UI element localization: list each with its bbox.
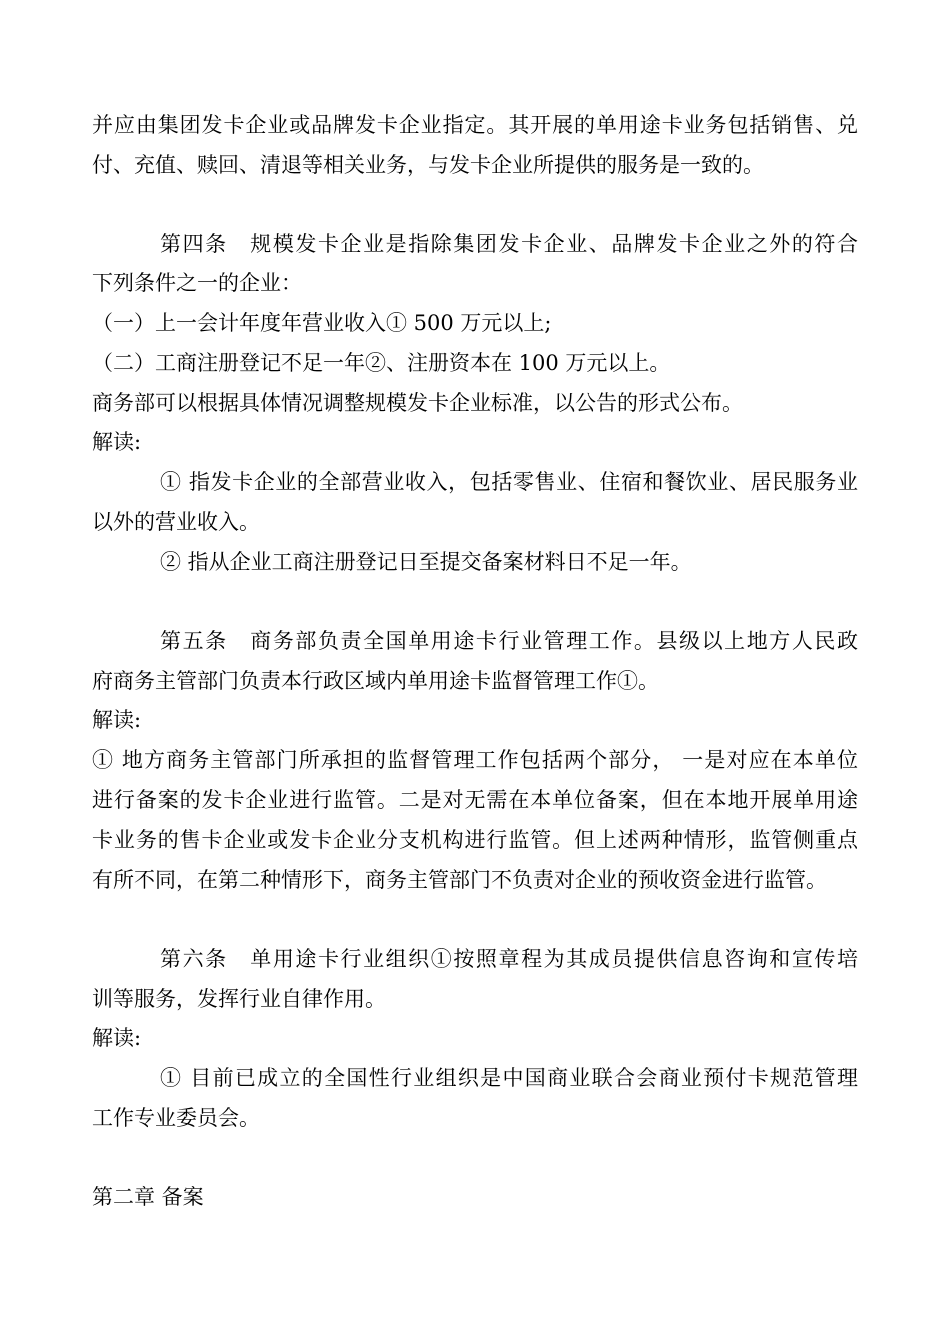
note-line: 工作专业委员会。 <box>92 1106 260 1130</box>
paragraph-line: 下列条件之一的企业： <box>92 271 302 295</box>
note-line: 有所不同，在第二种情形下，商务主管部门不负责对企业的预收资金进行监管。 <box>92 868 827 892</box>
note-line: ① 地方商务主管部门所承担的监督管理工作包括两个部分， 一是对应在本单位 <box>92 748 858 772</box>
list-item: （二）工商注册登记不足一年②、注册资本在 100 万元以上。 <box>92 351 671 375</box>
paragraph-line: 商务部可以根据具体情况调整规模发卡企业标准，以公告的形式公布。 <box>92 391 743 415</box>
paragraph-line: 府商务主管部门负责本行政区域内单用途卡监督管理工作①。 <box>92 669 659 693</box>
note-line: ① 目前已成立的全国性行业组织是中国商业联合会商业预付卡规范管理 <box>160 1066 858 1090</box>
note-line: 卡业务的售卡企业或发卡企业分支机构进行监管。但上述两种情形，监管侧重点 <box>92 828 858 852</box>
note-line: ① 指发卡企业的全部营业收入，包括零售业、住宿和餐饮业、居民服务业 <box>160 470 858 494</box>
interpretation-label: 解读: <box>92 1026 142 1050</box>
paragraph-line: 并应由集团发卡企业或品牌发卡企业指定。其开展的单用途卡业务包括销售、兑 <box>92 113 858 137</box>
chapter-heading: 第二章 备案 <box>92 1185 204 1209</box>
note-line: ② 指从企业工商注册登记日至提交备案材料日不足一年。 <box>160 550 692 574</box>
article-4-heading-line: 第四条 规模发卡企业是指除集团发卡企业、品牌发卡企业之外的符合 <box>160 232 858 256</box>
paragraph-line: 付、充值、赎回、清退等相关业务，与发卡企业所提供的服务是一致的。 <box>92 153 764 177</box>
article-5-heading-line: 第五条 商务部负责全国单用途卡行业管理工作。县级以上地方人民政 <box>160 629 858 653</box>
paragraph-line: 训等服务，发挥行业自律作用。 <box>92 987 386 1011</box>
article-6-heading-line: 第六条 单用途卡行业组织①按照章程为其成员提供信息咨询和宣传培 <box>160 947 858 971</box>
note-line: 以外的营业收入。 <box>92 510 260 534</box>
note-line: 进行备案的发卡企业进行监管。二是对无需在本单位备案，但在本地开展单用途 <box>92 788 858 812</box>
interpretation-label: 解读: <box>92 708 142 732</box>
interpretation-label: 解读: <box>92 430 142 454</box>
list-item: （一）上一会计年度年营业收入① 500 万元以上; <box>92 311 552 335</box>
